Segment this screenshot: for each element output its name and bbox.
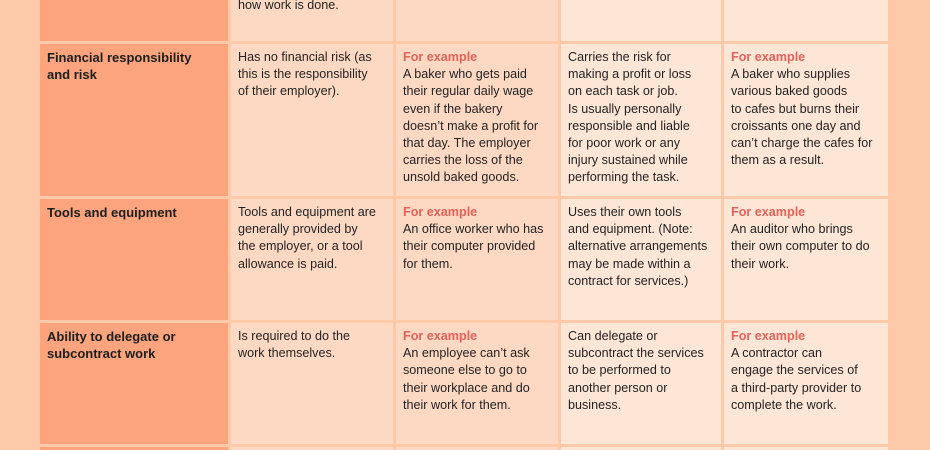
example-label: For example	[403, 205, 478, 219]
employee-cell	[231, 199, 393, 320]
example-label: For example	[403, 50, 478, 64]
row-heading: Ability to delegate or subcontract work	[47, 329, 176, 362]
employee-example-text: An office worker who has their computer provided for them.	[403, 222, 544, 271]
contractor-example-text: A baker who supplies various baked goods to cafes but burns their croissants one day and can’t charge the cafes for them as a result.	[731, 67, 873, 168]
contractor-cell	[561, 44, 721, 196]
employee-text: Is required to do the work themselves.	[238, 329, 351, 361]
contractor-example-cell	[724, 0, 888, 41]
example-label: For example	[403, 329, 478, 343]
row-heading-cell	[40, 199, 228, 320]
contractor-text: Carries the risk for making a profit or loss on each task or job. Is usually personally responsible and liable for poor work or any injury sustained while performing the task.	[568, 50, 692, 185]
employee-example-text: An employee can’t ask someone else to go to their workplace and do their work for them.	[403, 346, 530, 412]
employee-cell	[231, 44, 393, 196]
employee-text: Tools and equipment are generally provided by the employer, or a tool allowance is paid.	[238, 205, 376, 271]
employee-text: how work is done.	[238, 0, 339, 12]
example-label: For example	[731, 205, 806, 219]
example-label: For example	[731, 329, 806, 343]
row-heading: Tools and equipment	[47, 205, 177, 220]
employee-text: Has no financial risk (as this is the responsibility of their employer).	[238, 50, 372, 99]
example-label: For example	[731, 50, 806, 64]
contractor-text: Can delegate or subcontract the services to be performed to another person or business.	[568, 329, 704, 412]
employee-example-cell	[396, 0, 558, 41]
contractor-cell	[561, 0, 721, 41]
row-heading: Financial responsibility and risk	[47, 50, 192, 83]
employee-example-text: A baker who gets paid their regular daily wage even if the bakery doesn’t make a profit for that day. The employer carries the loss of the unsold baked goods.	[403, 67, 539, 185]
employee-cell	[231, 323, 393, 444]
contractor-example-text: A contractor can engage the services of a third-party provider to complete the work.	[731, 346, 862, 412]
contractor-cell	[561, 199, 721, 320]
row-heading-cell	[40, 44, 228, 196]
row-heading-cell	[40, 323, 228, 444]
contractor-cell	[561, 323, 721, 444]
contractor-example-cell	[724, 44, 888, 196]
contractor-example-cell	[724, 323, 888, 444]
employee-example-cell	[396, 199, 558, 320]
employee-example-cell	[396, 323, 558, 444]
contractor-text: Uses their own tools and equipment. (Note: alternative arrangements may be made within a contract for services.)	[568, 205, 708, 288]
contractor-example-cell	[724, 199, 888, 320]
contractor-example-text: An auditor who brings their own computer to do their work.	[731, 222, 870, 271]
row-heading-cell	[40, 0, 228, 41]
employee-cell	[231, 0, 393, 41]
employee-example-cell	[396, 44, 558, 196]
